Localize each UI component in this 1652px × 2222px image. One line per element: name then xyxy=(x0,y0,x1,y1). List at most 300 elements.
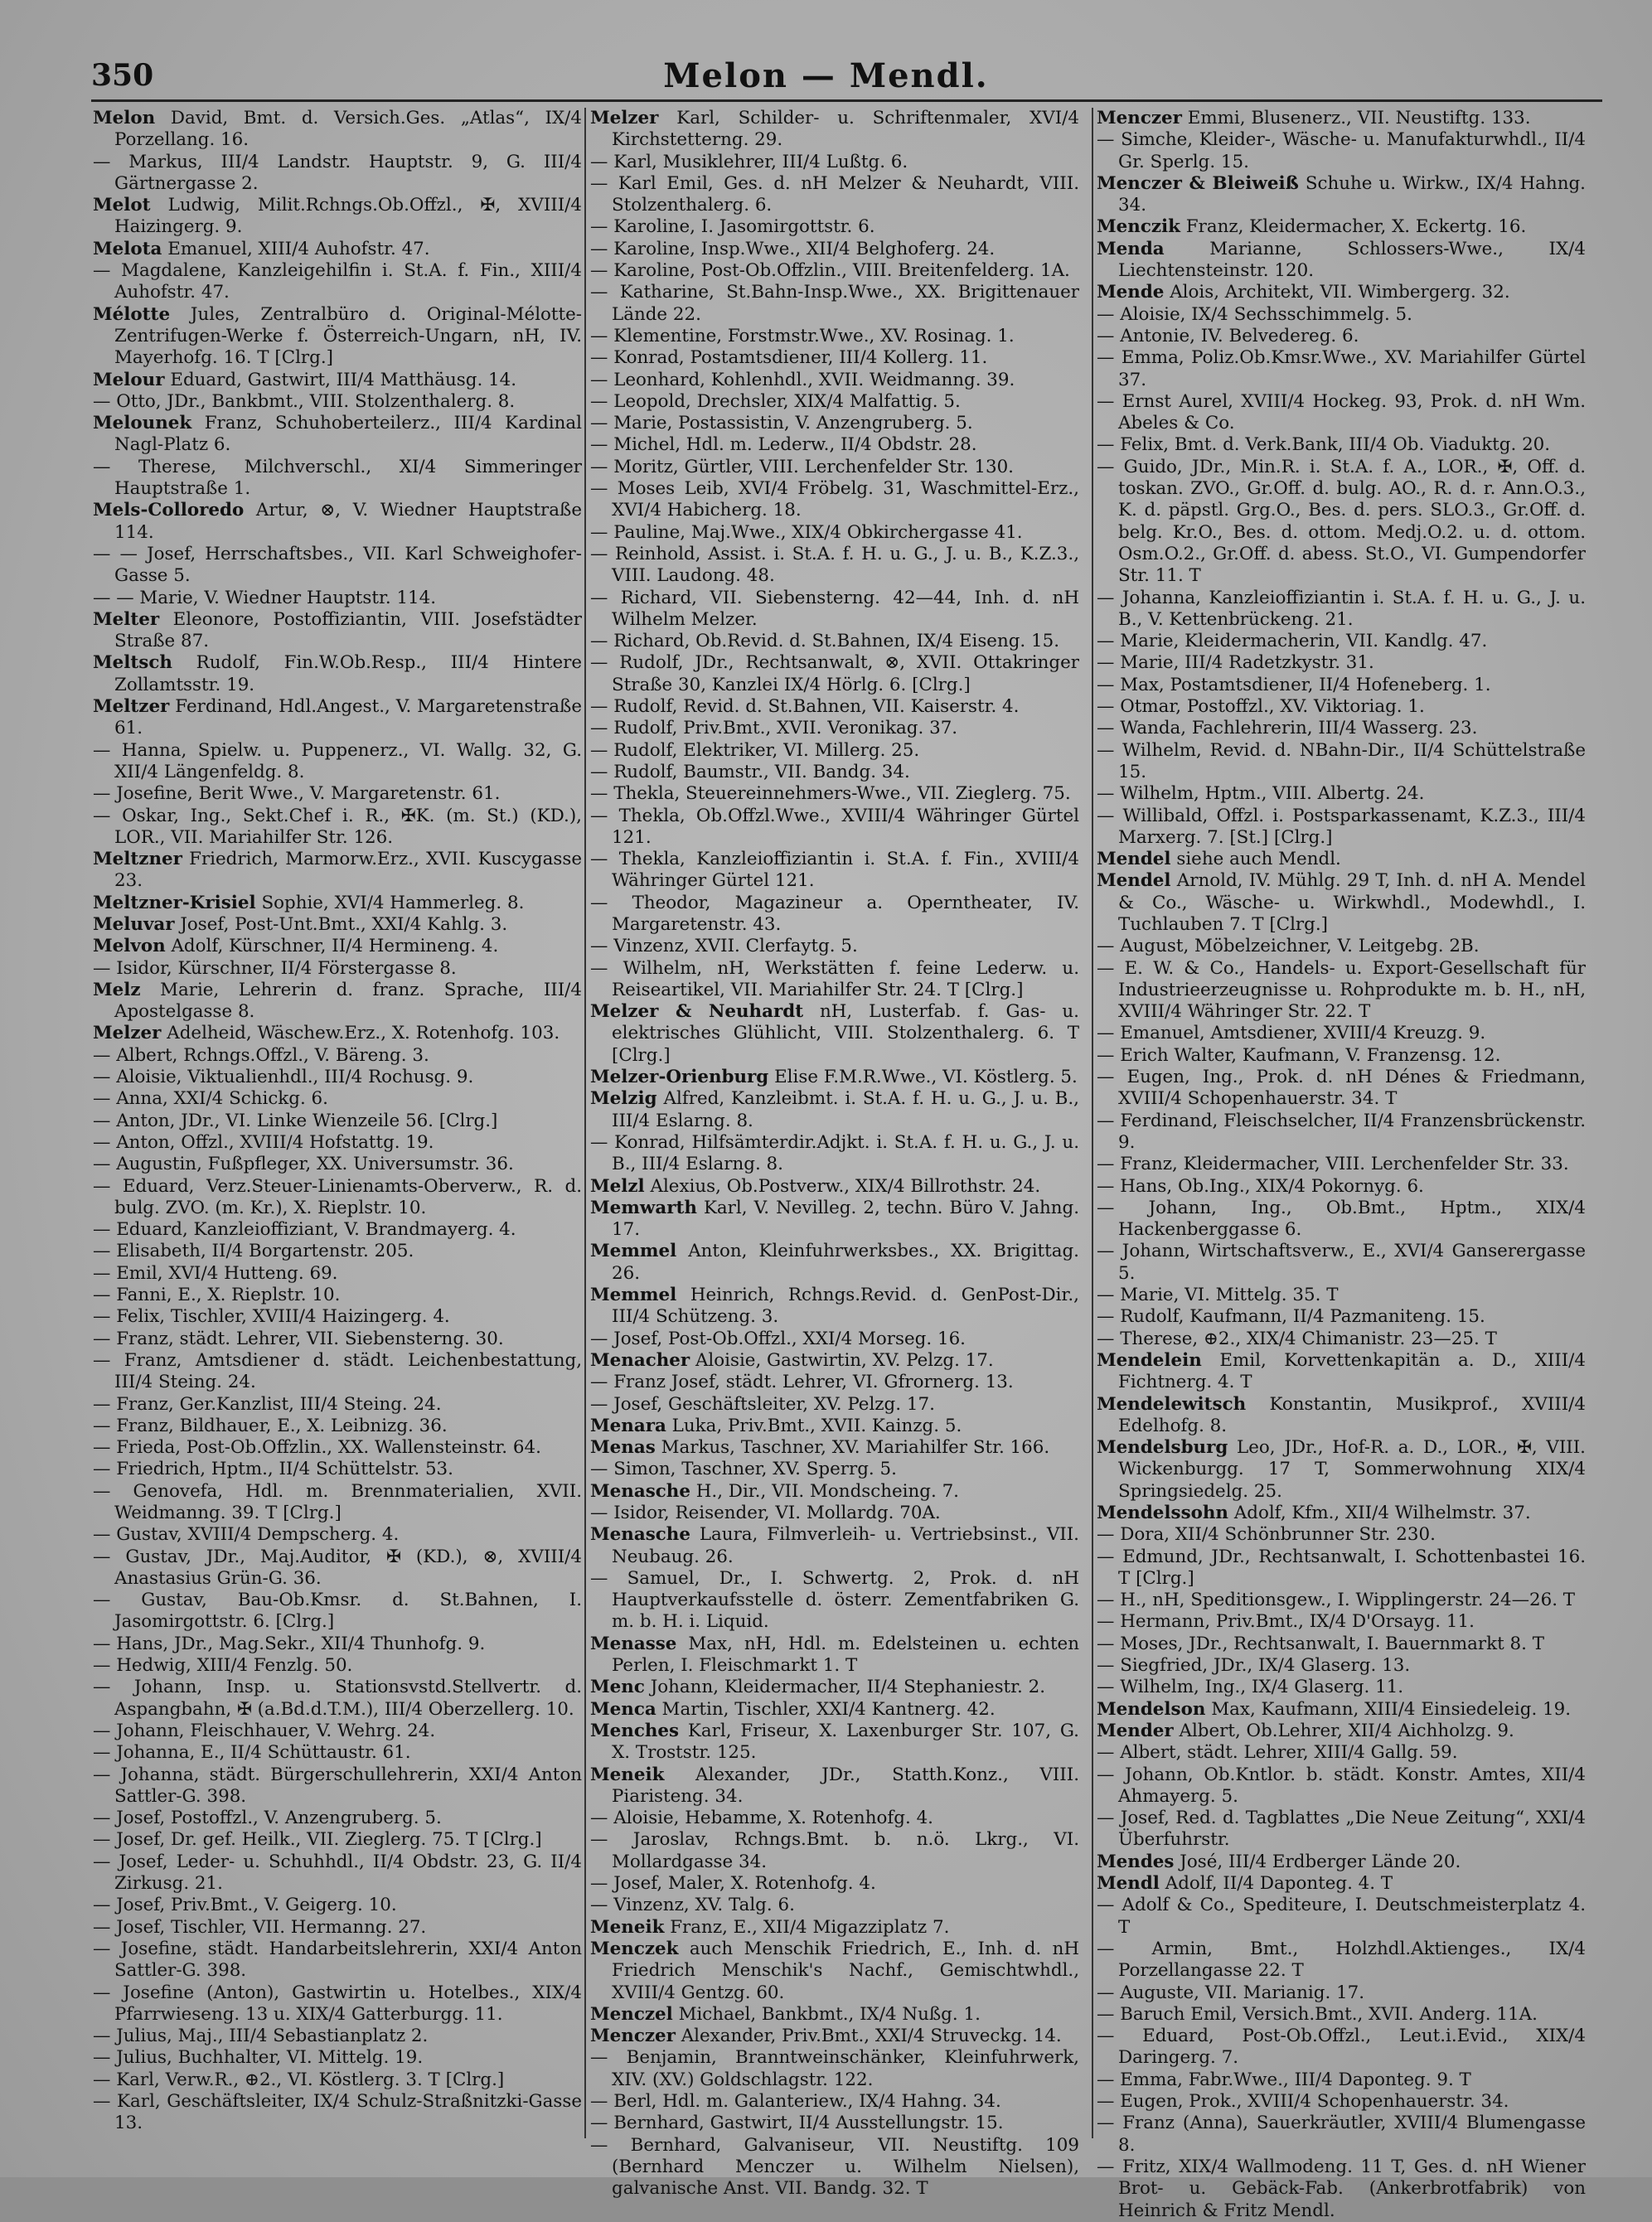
entry-details: — Josef, Dr. gef. Heilk., VII. Zieglerg. 75. T [Clrg.] xyxy=(93,1829,542,1851)
directory-column-1 xyxy=(93,108,582,2147)
directory-entry xyxy=(1097,2004,1586,2026)
entry-surname: Menasse xyxy=(590,1633,677,1654)
entry-details: Alexius, Ob.Postverw., XIX/4 Billrothstr. 24. xyxy=(650,1175,1041,1197)
directory-entry xyxy=(1097,740,1586,784)
entry-details: Alfred, Kanzleibmt. i. St.A. f. H. u. G., J. u. B., III/4 Eslarng. 8. xyxy=(612,1088,1079,1131)
directory-entry xyxy=(590,522,1079,544)
entry-details: — Hans, Ob.Ing., XIX/4 Pokornyg. 6. xyxy=(1097,1175,1424,1197)
entry-details: — August, Möbelzeichner, V. Leitgebg. 2B. xyxy=(1097,936,1480,957)
directory-entry xyxy=(590,1873,1079,1895)
entry-details: — Wilhelm, Ing., IX/4 Glaserg. 11. xyxy=(1097,1677,1404,1698)
directory-entry xyxy=(1097,870,1586,936)
entry-details: — Johann, Insp. u. Stationsvstd.Stellvertr. d. Aspangbahn, ✠ (a.Bd.d.T.M.), III/4 Oberzellerg. 10. xyxy=(93,1677,582,1720)
entry-details: — Guido, JDr., Min.R. i. St.A. f. A., LOR., ✠, Off. d. toskan. ZVO., Gr.Off. d. bulg. AO., R. d. r. Ann.O.3., K. d. päpstl. Grg.O., Bes. d. pers. SLO.3., Gr.Off. d. belg. Kr.O., Bes. d. ottom. Medj.O.2. u. d. ottom. Osm.O.2., Gr.Off. d. abess. St.O., VI. Gumpendorfer Str. 11. T xyxy=(1097,456,1586,587)
entry-surname: Mendl xyxy=(1097,1873,1160,1895)
directory-entry xyxy=(590,391,1079,413)
entry-surname: Menas xyxy=(590,1437,656,1459)
entry-details: — Eugen, Prok., XVIII/4 Schopenhauerstr. 34. xyxy=(1097,2091,1509,2113)
directory-entry xyxy=(93,652,582,696)
entry-details: — Gustav, XVIII/4 Dempscherg. 4. xyxy=(93,1524,400,1546)
directory-entry xyxy=(93,1285,582,1306)
entry-details: — Hedwig, XIII/4 Fenzlg. 50. xyxy=(93,1655,353,1677)
directory-entry xyxy=(93,1045,582,1067)
entry-details: Alois, Architekt, VII. Wimbergerg. 32. xyxy=(1170,282,1510,303)
directory-entry xyxy=(93,914,582,936)
page-number: 350 xyxy=(91,58,154,93)
directory-entry xyxy=(1097,457,1586,588)
directory-entry xyxy=(1097,1655,1586,1677)
entry-details: — Josefine, Berit Wwe., V. Margaretenstr. 61. xyxy=(93,783,501,805)
directory-entry xyxy=(93,1742,582,1764)
entry-details: — Frieda, Post-Ob.Offzlin., XX. Wallensteinstr. 64. xyxy=(93,1437,541,1459)
directory-entry xyxy=(93,1154,582,1175)
directory-entry xyxy=(93,936,582,957)
directory-entry xyxy=(590,1241,1079,1285)
entry-details: — Therese, ⊕2., XIX/4 Chimanistr. 23—25. T xyxy=(1097,1328,1497,1349)
entry-details: Adelheid, Wäschew.Erz., X. Rotenhofg. 103. xyxy=(167,1023,560,1044)
directory-entry xyxy=(590,1132,1079,1176)
entry-details: José, III/4 Erdberger Lände 20. xyxy=(1180,1851,1461,1872)
directory-entry xyxy=(1097,631,1586,652)
directory-entry xyxy=(590,1198,1079,1242)
entry-details: Martin, Tischler, XXI/4 Kantnerg. 42. xyxy=(661,1698,996,1720)
directory-entry xyxy=(93,1306,582,1328)
entry-details: — Felix, Bmt. d. Verk.Bank, III/4 Ob. Viaduktg. 20. xyxy=(1097,434,1551,456)
entry-details: — Johanna, städt. Bürgerschullehrerin, XXI/4 Anton Sattler-G. 398. xyxy=(93,1764,582,1807)
entry-surname: Menacher xyxy=(590,1349,690,1371)
entry-details: — Theodor, Magazineur a. Operntheater, IV. Margaretenstr. 43. xyxy=(590,892,1079,935)
entry-details: — Johanna, Kanzleioffiziantin i. St.A. f. H. u. G., J. u. B., V. Kettenbrückeng. 21. xyxy=(1097,587,1586,630)
directory-entry xyxy=(1097,1721,1586,1742)
entry-details: — Anna, XXI/4 Schickg. 6. xyxy=(93,1088,328,1110)
directory-entry xyxy=(93,1111,582,1132)
entry-details: — Josefine, städt. Handarbeitslehrerin, XXI/4 Anton Sattler-G. 398. xyxy=(93,1938,582,1982)
entry-details: — Marie, Kleidermacherin, VII. Kandlg. 47. xyxy=(1097,631,1488,652)
entry-details: — Willibald, Offzl. i. Postsparkassenamt, K.Z.3., III/4 Marxerg. 7. [St.] [Clrg.] xyxy=(1097,805,1586,848)
directory-entry xyxy=(93,457,582,501)
directory-entry xyxy=(590,893,1079,937)
entry-surname: Mendes xyxy=(1097,1851,1175,1872)
entry-details: Franz, Schuhoberteilerz., III/4 Kardinal Nagl-Platz 6. xyxy=(114,413,582,456)
directory-entry xyxy=(1097,936,1586,957)
entry-details: — Emanuel, Amtsdiener, XVIII/4 Kreuzg. 9. xyxy=(1097,1023,1486,1044)
entry-details: — Julius, Buchhalter, VI. Mittelg. 19. xyxy=(93,2047,424,2069)
directory-entry xyxy=(1097,304,1586,326)
directory-entry xyxy=(1097,1045,1586,1067)
entry-surname: Melot xyxy=(93,195,151,216)
entry-details: — Emma, Poliz.Ob.Kmsr.Wwe., XV. Mariahilfer Gürtel 37. xyxy=(1097,347,1586,390)
directory-entry xyxy=(93,1088,582,1110)
entry-details: — Aloisie, Viktualienhdl., III/4 Rochusg. 9. xyxy=(93,1067,474,1088)
directory-column-3 xyxy=(1097,108,1586,2221)
entry-details: — Karl, Geschäftsleiter, IX/4 Schulz-Straßnitzki-Gasse 13. xyxy=(93,2091,582,2134)
directory-column-2 xyxy=(590,108,1079,2200)
entry-details: — Aloisie, IX/4 Sechsschimmelg. 5. xyxy=(1097,303,1412,325)
entry-details: — Michel, Hdl. m. Lederw., II/4 Obdstr. 28. xyxy=(590,434,977,456)
entry-surname: Mende xyxy=(1097,282,1165,303)
directory-entry xyxy=(1097,958,1586,1024)
entry-surname: Mendelein xyxy=(1097,1349,1202,1371)
directory-entry xyxy=(590,1437,1079,1459)
entry-surname: Melzer-Orienburg xyxy=(590,1067,769,1088)
entry-details: — Thekla, Kanzleioffiziantin i. St.A. f. Fin., XVIII/4 Währinger Gürtel 121. xyxy=(590,849,1079,892)
directory-entry xyxy=(590,457,1079,478)
directory-entry xyxy=(1097,806,1586,850)
entry-details: Markus, Taschner, XV. Mariahilfer Str. 166. xyxy=(661,1437,1050,1459)
directory-entry xyxy=(93,783,582,805)
entry-surname: Menasche xyxy=(590,1524,690,1546)
entry-surname: Mendelewitsch xyxy=(1097,1393,1247,1415)
directory-entry xyxy=(590,1350,1079,1372)
directory-entry xyxy=(1097,1939,1586,1982)
entry-details: — Aloisie, Hebamme, X. Rotenhofg. 4. xyxy=(590,1808,933,1829)
entry-details: — Klementine, Forstmstr.Wwe., XV. Rosinag. 1. xyxy=(590,325,1015,346)
entry-surname: Mels-Colloredo xyxy=(93,500,245,521)
entry-details: — Hermann, Priv.Bmt., IX/4 D'Orsayg. 11. xyxy=(1097,1611,1475,1633)
entry-details: — — Josef, Herrschaftsbes., VII. Karl Schweighofer-Gasse 5. xyxy=(93,543,582,587)
entry-surname: Menasche xyxy=(590,1480,690,1502)
directory-entry xyxy=(93,1241,582,1262)
directory-entry xyxy=(93,1263,582,1285)
directory-entry xyxy=(590,2004,1079,2026)
entry-details: Anton, Kleinfuhrwerksbes., XX. Brigittag. 26. xyxy=(612,1241,1079,1284)
directory-entry xyxy=(93,108,582,152)
directory-entry xyxy=(1097,108,1586,129)
entry-details: — Johann, Fleischhauer, V. Wehrg. 24. xyxy=(93,1720,436,1741)
directory-entry xyxy=(590,783,1079,805)
entry-surname: Menczek xyxy=(590,1938,679,1959)
entry-surname: Meltzner xyxy=(93,849,182,870)
directory-entry xyxy=(1097,1677,1586,1698)
entry-details: H., Dir., VII. Mondscheing. 7. xyxy=(695,1480,959,1502)
entry-surname: Meneik xyxy=(590,1916,665,1938)
entry-surname: Melzer & Neuhardt xyxy=(590,1001,804,1023)
entry-details: — Genovefa, Hdl. m. Brennmaterialien, XVII. Weidmanng. 39. T [Clrg.] xyxy=(93,1480,582,1523)
directory-entry xyxy=(590,1721,1079,1765)
directory-entry xyxy=(590,239,1079,260)
entry-surname: Melzl xyxy=(590,1175,645,1197)
entry-details: Arnold, IV. Mühlg. 29 T, Inh. d. nH A. Mendel & Co., Wäsche- u. Wirkwhdl., Modewhdl., I. Tuchlauben 7. T [Clrg.] xyxy=(1118,870,1586,935)
entry-details: — Richard, VII. Siebensterng. 42—44, Inh. d. nH Wilhelm Melzer. xyxy=(590,587,1079,630)
entry-details: Marie, Lehrerin d. franz. Sprache, III/4 Apostelgasse 8. xyxy=(114,979,582,1023)
directory-entry xyxy=(590,2047,1079,2091)
entry-details: — Karoline, Insp.Wwe., XII/4 Belghoferg. 24. xyxy=(590,238,996,259)
entry-surname: Meltzer xyxy=(93,696,170,718)
directory-entry xyxy=(590,588,1079,632)
entry-details: — Katharine, St.Bahn-Insp.Wwe., XX. Brigittenauer Lände 22. xyxy=(590,282,1079,325)
directory-entry xyxy=(93,1176,582,1220)
directory-entry xyxy=(93,239,582,260)
entry-details: — Elisabeth, II/4 Borgartenstr. 205. xyxy=(93,1241,414,1262)
entry-details: — Ferdinand, Fleischselcher, II/4 Franzensbrückenstr. 9. xyxy=(1097,1110,1586,1153)
directory-entry xyxy=(93,1917,582,1939)
entry-surname: Menc xyxy=(590,1677,645,1698)
directory-entry xyxy=(1097,675,1586,696)
entry-details: — Ernst Aurel, XVIII/4 Hockeg. 93, Prok. d. nH Wm. Abeles & Co. xyxy=(1097,390,1586,434)
entry-details: — Simche, Kleider-, Wäsche- u. Manufakturwhdl., II/4 Gr. Sperlg. 15. xyxy=(1097,129,1586,172)
directory-entry xyxy=(590,762,1079,783)
entry-details: — Karl Emil, Ges. d. nH Melzer & Neuhardt, VIII. Stolzenthalerg. 6. xyxy=(590,172,1079,216)
directory-entry xyxy=(590,1481,1079,1503)
entry-details: — Albert, Rchngs.Offzl., V. Bäreng. 3. xyxy=(93,1044,429,1066)
directory-entry xyxy=(1097,1394,1586,1438)
entry-details: — Rudolf, Kaufmann, II/4 Pazmaniteng. 15. xyxy=(1097,1306,1485,1328)
directory-entry xyxy=(1097,1590,1586,1611)
directory-entry xyxy=(590,1503,1079,1524)
entry-details: — Rudolf, Priv.Bmt., XVII. Veronikag. 37. xyxy=(590,718,958,739)
entry-details: — Moses Leib, XVI/4 Fröbelg. 31, Waschmittel-Erz., XVI/4 Habicherg. 18. xyxy=(590,478,1079,521)
entry-details: — Josef, Post-Ob.Offzl., XXI/4 Morseg. 16. xyxy=(590,1328,966,1349)
directory-entry xyxy=(1097,718,1586,739)
directory-entry xyxy=(93,1721,582,1742)
directory-entry xyxy=(93,849,582,893)
entry-details: Artur, ⊗, V. Wiedner Hauptstraße 114. xyxy=(114,500,582,543)
directory-entry xyxy=(93,696,582,740)
directory-entry xyxy=(93,740,582,784)
directory-entry xyxy=(93,1329,582,1350)
directory-entry xyxy=(1097,1198,1586,1242)
directory-entry xyxy=(1097,391,1586,435)
directory-entry xyxy=(590,2113,1079,2134)
entry-details: — Fanni, E., X. Rieplstr. 10. xyxy=(93,1285,341,1306)
directory-entry xyxy=(590,1394,1079,1416)
directory-entry xyxy=(1097,1982,1586,2004)
directory-entry xyxy=(93,195,582,239)
entry-details: Ferdinand, Hdl.Angest., V. Margaretenstraße 61. xyxy=(114,696,582,739)
directory-entry xyxy=(93,1067,582,1088)
entry-details: — Eduard, Verz.Steuer-Linienamts-Oberverw., R. d. bulg. ZVO. (m. Kr.), X. Rieplstr. 10. xyxy=(93,1175,582,1218)
entry-details: — Reinhold, Assist. i. St.A. f. H. u. G., J. u. B., K.Z.3., VIII. Laudong. 48. xyxy=(590,543,1079,587)
directory-entry xyxy=(1097,1350,1586,1394)
entry-surname: Menczer xyxy=(1097,108,1182,128)
directory-entry xyxy=(93,304,582,370)
entry-details: — Markus, III/4 Landstr. Hauptstr. 9, G. III/4 Gärtnergasse 2. xyxy=(93,151,582,194)
directory-entry xyxy=(590,2091,1079,2113)
entry-surname: Menara xyxy=(590,1415,666,1436)
directory-entry xyxy=(590,1699,1079,1721)
directory-entry xyxy=(590,1808,1079,1829)
directory-entry xyxy=(1097,2157,1586,2222)
directory-entry xyxy=(590,108,1079,152)
directory-entry xyxy=(1097,1547,1586,1590)
entry-details: Alexander, Priv.Bmt., XXI/4 Struveckg. 14. xyxy=(681,2026,1062,2047)
directory-entry xyxy=(590,544,1079,588)
directory-entry xyxy=(93,544,582,588)
directory-entry xyxy=(590,2135,1079,2200)
entry-surname: Menczel xyxy=(590,2003,673,2025)
directory-entry xyxy=(590,152,1079,173)
directory-entry xyxy=(1097,282,1586,303)
entry-details: — Moses, JDr., Rechtsanwalt, I. Bauernmarkt 8. T xyxy=(1097,1633,1544,1654)
entry-details: Laura, Filmverleih- u. Vertriebsinst., VII. Neubaug. 26. xyxy=(612,1524,1079,1567)
entry-details: Sophie, XVI/4 Hammerleg. 8. xyxy=(261,892,525,913)
directory-entry xyxy=(590,1001,1079,1067)
directory-entry xyxy=(93,1677,582,1721)
directory-entry xyxy=(93,152,582,196)
directory-entry xyxy=(590,1329,1079,1350)
directory-entry xyxy=(93,2091,582,2135)
directory-entry xyxy=(93,609,582,653)
entry-details: — Anton, Offzl., XVIII/4 Hofstattg. 19. xyxy=(93,1131,434,1153)
directory-entry xyxy=(590,1939,1079,2004)
entry-details: — Thekla, Ob.Offzl.Wwe., XVIII/4 Währinger Gürtel 121. xyxy=(590,805,1079,848)
entry-details: — Friedrich, Hptm., II/4 Schüttelstr. 53. xyxy=(93,1459,453,1480)
directory-entry xyxy=(1097,2091,1586,2113)
entry-details: — Adolf & Co., Spediteure, I. Deutschmeisterplatz 4. T xyxy=(1097,1895,1586,1938)
directory-entry xyxy=(1097,1765,1586,1808)
directory-entry xyxy=(1097,1176,1586,1198)
entry-details: — Rudolf, Revid. d. St.Bahnen, VII. Kaiserstr. 4. xyxy=(590,696,1020,718)
entry-surname: Mendel xyxy=(1097,849,1171,870)
entry-details: — Franz, Ger.Kanzlist, III/4 Steing. 24. xyxy=(93,1393,442,1415)
entry-details: — Augustin, Fußpfleger, XX. Universumstr. 36. xyxy=(93,1154,514,1175)
directory-entry xyxy=(93,1982,582,2026)
entry-details: Konstantin, Musikprof., XVIII/4 Edelhofg. 8. xyxy=(1118,1393,1586,1436)
entry-details: Albert, Ob.Lehrer, XII/4 Aichholzg. 9. xyxy=(1179,1720,1514,1741)
entry-details: — Josefine (Anton), Gastwirtin u. Hotelbes., XIX/4 Pfarrwieseng. 13 u. XIX/4 Gatterburgg. 11. xyxy=(93,1982,582,2025)
entry-details: — Marie, Postassistin, V. Anzengruberg. 5. xyxy=(590,413,973,434)
directory-entry xyxy=(1097,129,1586,173)
entry-details: — Johanna, E., II/4 Schüttaustr. 61. xyxy=(93,1742,411,1764)
entry-details: nH, Lusterfab. f. Gas- u. elektrisches Glühlicht, VIII. Stolzenthalerg. 6. T [Clrg.] xyxy=(612,1001,1079,1066)
entry-surname: Melzig xyxy=(590,1088,657,1110)
entry-surname: Melzer xyxy=(93,1023,162,1044)
entry-details: — Erich Walter, Kaufmann, V. Franzensg. 12. xyxy=(1097,1044,1501,1066)
entry-details: Adolf, Kürschner, II/4 Hermineng. 4. xyxy=(171,936,499,957)
entry-details: — Johann, Wirtschaftsverw., E., XVI/4 Ganserergasse 5. xyxy=(1097,1241,1586,1284)
directory-entry xyxy=(93,1852,582,1895)
entry-details: — Benjamin, Branntweinschänker, Kleinfuhrwerk, XIV. (XV.) Goldschlagstr. 122. xyxy=(590,2047,1079,2090)
directory-entry xyxy=(590,1176,1079,1198)
entry-surname: Menczik xyxy=(1097,216,1180,238)
directory-entry xyxy=(590,1372,1079,1393)
entry-surname: Menches xyxy=(590,1720,680,1741)
directory-entry xyxy=(1097,326,1586,347)
entry-surname: Melzer xyxy=(590,108,659,128)
directory-entry xyxy=(93,2070,582,2091)
entry-surname: Melter xyxy=(93,608,160,630)
entry-surname: Melz xyxy=(93,979,141,1000)
directory-entry xyxy=(93,1481,582,1525)
directory-entry xyxy=(1097,173,1586,217)
entry-surname: Menda xyxy=(1097,238,1165,259)
entry-details: Rudolf, Fin.W.Ob.Resp., III/4 Hintere Zollamtsstr. 19. xyxy=(114,652,582,695)
directory-entry xyxy=(1097,1611,1586,1633)
entry-details: — Julius, Maj., III/4 Sebastianplatz 2. xyxy=(93,2026,429,2047)
entry-details: — Otmar, Postoffzl., XV. Viktoriag. 1. xyxy=(1097,696,1425,718)
directory-entry xyxy=(93,980,582,1024)
directory-entry xyxy=(93,958,582,980)
entry-details: — Franz, Kleidermacher, VIII. Lerchenfelder Str. 33. xyxy=(1097,1154,1569,1175)
directory-entry xyxy=(93,260,582,304)
entry-details: — Josef, Geschäftsleiter, XV. Pelzg. 17. xyxy=(590,1393,935,1415)
entry-details: — Fritz, XIX/4 Wallmodeng. 11 T, Ges. d. nH Wiener Brot- u. Gebäck-Fab. (Ankerbrotfabrik) von Heinrich & Fritz Mendl. xyxy=(1097,2156,1586,2221)
entry-surname: Meltsch xyxy=(93,652,172,674)
directory-entry xyxy=(1097,434,1586,456)
directory-entry xyxy=(590,806,1079,850)
entry-surname: Memmel xyxy=(590,1241,677,1262)
directory-entry xyxy=(93,1132,582,1154)
entry-details: — E. W. & Co., Handels- u. Export-Gesellschaft für Industrieerzeugnisse u. Rohprodukte m. b. H., nH, XVIII/4 Währinger Str. 22. T xyxy=(1097,957,1586,1023)
entry-details: Aloisie, Gastwirtin, XV. Pelzg. 17. xyxy=(695,1349,994,1371)
directory-entry xyxy=(1097,1023,1586,1044)
directory-entry xyxy=(93,1350,582,1394)
entry-details: — Vinzenz, XVII. Clerfaytg. 5. xyxy=(590,936,858,957)
directory-entry xyxy=(1097,1742,1586,1764)
directory-entry xyxy=(1097,1524,1586,1546)
directory-entry xyxy=(590,652,1079,696)
entry-details: — Johann, Ing., Ob.Bmt., Hptm., XIX/4 Hackenberggasse 6. xyxy=(1097,1197,1586,1241)
entry-details: — Bernhard, Gastwirt, II/4 Ausstellungstr. 15. xyxy=(590,2113,1004,2134)
entry-details: — Magdalene, Kanzleigehilfin i. St.A. f. Fin., XIII/4 Auhofstr. 47. xyxy=(93,260,582,303)
entry-details: — Josef, Leder- u. Schuhhdl., II/4 Obdstr. 23, G. II/4 Zirkusg. 21. xyxy=(93,1851,582,1895)
directory-entry xyxy=(93,1394,582,1416)
directory-entry xyxy=(93,370,582,391)
entry-surname: Menczer & Bleiweiß xyxy=(1097,172,1299,194)
directory-entry xyxy=(590,958,1079,1002)
directory-entry xyxy=(1097,239,1586,283)
entry-details: Adolf, Kfm., XII/4 Wilhelmstr. 37. xyxy=(1233,1503,1531,1523)
directory-entry xyxy=(93,1023,582,1044)
entry-details: Franz, E., XII/4 Migazziplatz 7. xyxy=(670,1916,950,1938)
column-divider xyxy=(1092,108,1093,2138)
entry-details: — Edmund, JDr., Rechtsanwalt, I. Schottenbastei 16. T [Clrg.] xyxy=(1097,1546,1586,1589)
entry-details: — Leonhard, Kohlenhdl., XVII. Weidmanng. 39. xyxy=(590,369,1015,390)
directory-entry xyxy=(93,1437,582,1459)
entry-surname: Mender xyxy=(1097,1720,1174,1741)
entry-details: — Isidor, Reisender, VI. Mollardg. 70A. xyxy=(590,1503,941,1523)
entry-details: — Wilhelm, Hptm., VIII. Albertg. 24. xyxy=(1097,783,1425,805)
entry-details: — Oskar, Ing., Sekt.Chef i. R., ✠K. (m. St.) (KD.), LOR., VII. Mariahilfer Str. 126. xyxy=(93,805,582,848)
entry-details: — Samuel, Dr., I. Schwertg. 2, Prok. d. nH Hauptverkaufsstelle d. österr. Zementfabriken G. m. b. H. i. Liquid. xyxy=(590,1567,1079,1633)
entry-details: — Franz, städt. Lehrer, VII. Siebensterng. 30. xyxy=(93,1328,504,1349)
directory-entry xyxy=(590,326,1079,347)
entry-details: — Pauline, Maj.Wwe., XIX/4 Obkirchergasse 41. xyxy=(590,521,1023,543)
entry-details: — Franz Josef, städt. Lehrer, VI. Gfrornerg. 13. xyxy=(590,1372,1014,1393)
entry-details: — Hans, JDr., Mag.Sekr., XII/4 Thunhofg. 9. xyxy=(93,1633,486,1654)
directory-entry xyxy=(93,391,582,413)
directory-entry xyxy=(590,260,1079,282)
directory-entry xyxy=(1097,1634,1586,1655)
directory-entry xyxy=(1097,1111,1586,1155)
directory-entry xyxy=(1097,588,1586,632)
directory-entry xyxy=(590,1459,1079,1480)
directory-entry xyxy=(1097,652,1586,674)
entry-details: — Armin, Bmt., Holzhdl.Aktienges., IX/4 Porzellangasse 22. T xyxy=(1097,1938,1586,1982)
entry-details: — Konrad, Hilfsämterdir.Adjkt. i. St.A. f. H. u. G., J. u. B., III/4 Eslarng. 8. xyxy=(590,1131,1079,1175)
entry-details: — Richard, Ob.Revid. d. St.Bahnen, IX/4 Eiseng. 15. xyxy=(590,631,1060,652)
entry-surname: Mendelson xyxy=(1097,1698,1206,1720)
entry-details: Adolf, II/4 Daponteg. 4. T xyxy=(1165,1873,1393,1895)
entry-details: — Wanda, Fachlehrerin, III/4 Wasserg. 23. xyxy=(1097,718,1478,739)
directory-entry xyxy=(1097,1503,1586,1524)
directory-entry xyxy=(1097,1067,1586,1111)
entry-details: — Emil, XVI/4 Hutteng. 69. xyxy=(93,1262,338,1284)
entry-details: Eduard, Gastwirt, III/4 Matthäusg. 14. xyxy=(170,369,517,390)
directory-entry xyxy=(93,1829,582,1851)
entry-surname: Melota xyxy=(93,238,162,259)
entry-surname: Melounek xyxy=(93,413,192,434)
entry-details: siehe auch Mendl. xyxy=(1176,849,1341,870)
directory-entry xyxy=(590,282,1079,326)
column-divider xyxy=(584,108,586,2138)
directory-entry xyxy=(93,1939,582,1982)
directory-entry xyxy=(93,588,582,609)
entry-details: — Eduard, Kanzleioffiziant, V. Brandmayerg. 4. xyxy=(93,1219,516,1241)
entry-details: — Josef, Red. d. Tagblattes „Die Neue Zeitung“, XXI/4 Überfuhrstr. xyxy=(1097,1808,1586,1851)
directory-entry xyxy=(1097,216,1586,238)
directory-entry xyxy=(590,1895,1079,1916)
